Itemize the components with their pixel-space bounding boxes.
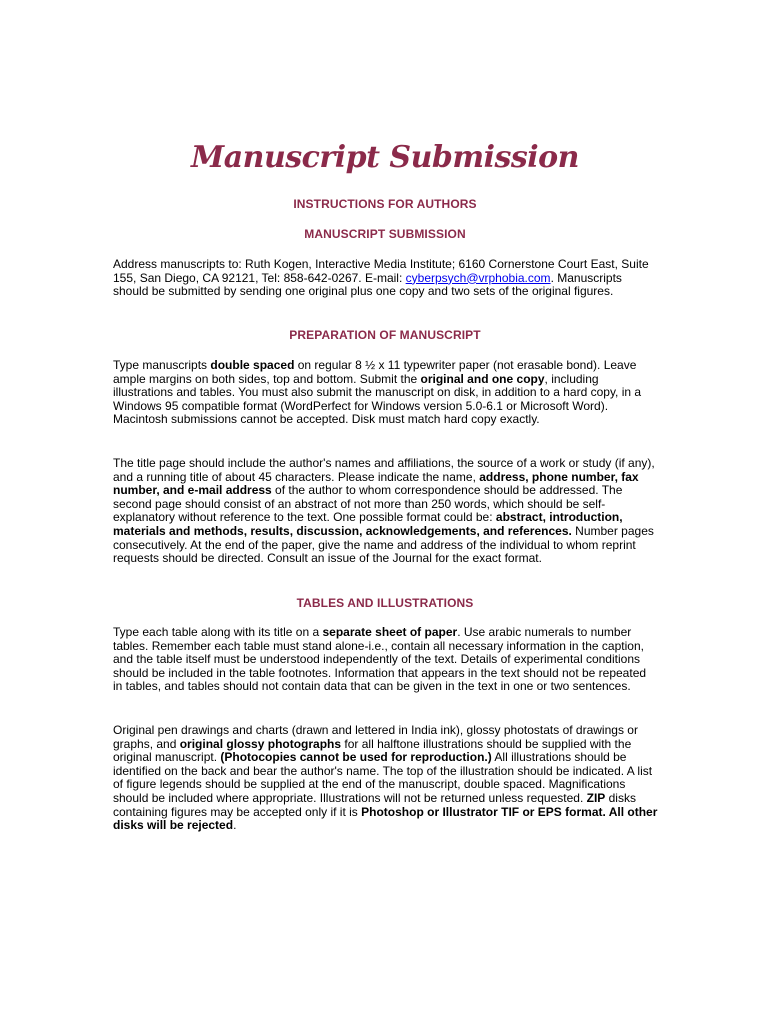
- text-span: The title page should include the author's names and affiliations, the source of a work or study (if any), and a running title of about 45 characters. Please indicate the name,: [113, 456, 655, 484]
- text-span: Number pages consecutively. At the end of the paper, give the name and address of the individual to whom reprint requests should be directed. Consult an issue of the Journal for the exact format.: [113, 523, 654, 566]
- tables-paragraph-1: [113, 626, 658, 694]
- tables-heading: TABLES AND ILLUSTRATIONS: [296, 596, 474, 610]
- text-span: disks containing figures may be accepted only if it is: [113, 790, 636, 819]
- manuscript-submission-heading: MANUSCRIPT SUBMISSION: [304, 227, 466, 241]
- bold-span: Photoshop or Illustrator TIF or EPS format. All other disks will be rejected: [113, 804, 658, 833]
- instructions-heading: INSTRUCTIONS FOR AUTHORS: [293, 197, 477, 211]
- text-span: Original pen drawings and charts (drawn and lettered in India ink), glossy photostats of drawings or graphs, and: [113, 723, 638, 751]
- text-span: Type each table along with its title on a: [113, 625, 323, 639]
- text-span: for all halftone illustrations should be supplied with the original manuscript.: [113, 736, 632, 765]
- address-paragraph: [113, 258, 658, 299]
- preparation-paragraph-1: [113, 359, 658, 427]
- address-text-end: . Manuscripts should be submitted by sending one original plus one copy and two sets of the original figures.: [113, 270, 622, 299]
- address-text: Address manuscripts to: Ruth Kogen, Interactive Media Institute; 6160 Cornerstone Court East, Suite 155, San Diego, CA 92121, Tel: 858-642-0267. E-mail:: [113, 257, 649, 285]
- bold-span: original and one copy: [420, 371, 545, 386]
- preparation-paragraph-2: [113, 457, 658, 566]
- bold-span: separate sheet of paper: [322, 625, 458, 639]
- text-span: , including illustrations and tables. You must also submit the manuscript on disk, in addition to a hard copy, in a Windows 95 compatible format (WordPerfect for Windows version 5.0-6.1 or Microsoft Word). Macintosh submissions cannot be accepted. Disk must match hard copy exactly.: [113, 371, 642, 427]
- tables-paragraph-2: [113, 724, 658, 833]
- preparation-heading: PREPARATION OF MANUSCRIPT: [289, 328, 481, 342]
- bold-span: (Photocopies cannot be used for reproduction.): [220, 750, 492, 765]
- text-span: of the author to whom correspondence should be addressed. The second page should consist of an abstract of not more than 250 words, which should be self-explanatory without reference to the text. One possible format could be:: [113, 483, 623, 525]
- email-link[interactable]: cyberpsych@vrphobia.com: [405, 270, 551, 285]
- bold-span: ZIP: [586, 790, 606, 805]
- bold-span: address, phone number, fax number, and e-mail address: [113, 469, 639, 498]
- text-span: . Use arabic numerals to number tables. Remember each table must stand alone-i.e., contain all necessary information in the caption, and the table itself must be understood independently of the text. Details of experimental conditions should be included in the table footnotes. Information that appears in the text should not be repeated in tables, and tables should not contain data that can be given in the text in one or two sentences.: [113, 625, 647, 694]
- bold-span: double spaced: [210, 358, 295, 372]
- text-span: All illustrations should be identified on the back and bear the author's name. The top of the illustration should be indicated. A list of figure legends should be supplied at the end of the manuscript, double spaced. Magnifications should be included where appropriate. Illustrations will not be returned unless requested.: [113, 750, 653, 805]
- text-span: Type manuscripts: [113, 358, 211, 372]
- page-title: Manuscript Submission: [191, 140, 579, 175]
- bold-span: abstract, introduction, materials and methods, results, discussion, acknowledgements, and references.: [113, 510, 623, 538]
- text-span: on regular 8 ½ x 11 typewriter paper (not erasable bond). Leave ample margins on both sides, top and bottom. Submit the: [113, 358, 637, 386]
- text-span: .: [233, 818, 237, 833]
- bold-span: original glossy photographs: [179, 736, 342, 751]
